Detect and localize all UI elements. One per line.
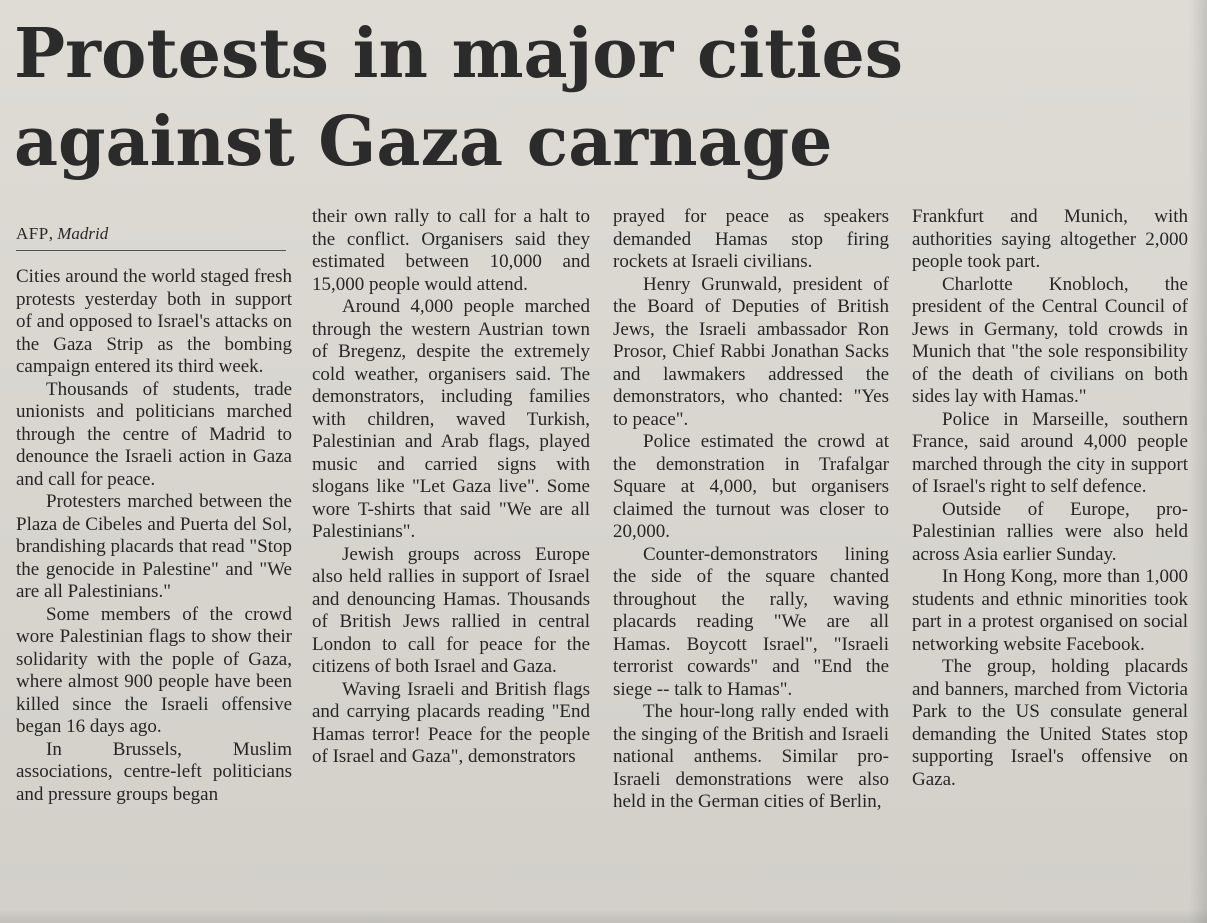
paragraph: Around 4,000 people marched through the western Austrian town of Bregenz, despite the extremely cold weather, organisers said. The demonstrators, including families with children, waved Turkish, Palestinian and Arab flags, played music and carried signs with slogans like "Let Gaza live". Some wore T-shirts that said "We are all Palestinians". xyxy=(312,296,590,542)
paragraph: Jewish groups across Europe also held rallies in support of Israel and denouncing Hamas. Thousands of British Jews rallied in central London to call for peace for the citizens of both Israel and Gaza. xyxy=(312,543,590,677)
paragraph: In Hong Kong, more than 1,000 students and ethnic minorities took part in a protest organised on social networking website Facebook. xyxy=(912,566,1188,655)
headline xyxy=(14,10,1184,186)
paragraph: Police estimated the crowd at the demonstration in Trafalgar Square at 4,000, but organisers claimed the turnout was closer to 20,000. xyxy=(613,431,889,542)
column-4 xyxy=(912,206,1188,791)
byline xyxy=(16,224,286,251)
paragraph: Outside of Europe, pro-Palestinian rallies were also held across Asia earlier Sunday. xyxy=(912,498,1188,565)
byline-place: Madrid xyxy=(57,224,109,243)
byline-separator: , xyxy=(48,224,58,243)
paragraph: Counter-demonstrators lining the side of the square chanted throughout the rally, waving placards reading "We are all Hamas. Boycott Israel", "Israeli terrorist cowards" and "End the siege -- talk to Hamas". xyxy=(613,543,889,700)
paragraph: Thousands of students, trade unionists and politicians marched through the centre of Madrid to denounce the Israeli action in Gaza and call for peace. xyxy=(16,378,292,490)
page-bottom-shadow xyxy=(0,909,1207,923)
page-edge-shadow xyxy=(1189,0,1207,923)
paragraph: Some members of the crowd wore Palestinian flags to show their solidarity with the pople of Gaza, where almost 900 people have been killed since the Israeli offensive began 16 days ago. xyxy=(16,603,292,737)
paragraph: Police in Marseille, southern France, said around 4,000 people marched through the city in support of Israel's right to self defence. xyxy=(912,408,1188,497)
headline-line-1: Protests in major cities xyxy=(14,14,904,94)
column-3 xyxy=(613,206,889,814)
paragraph: Frankfurt and Munich, with authorities saying altogether 2,000 people took part. xyxy=(912,206,1188,272)
paragraph: their own rally to call for a halt to the conflict. Organisers said they estimated between 10,000 and 15,000 people would attend. xyxy=(312,206,590,295)
paragraph: Charlotte Knobloch, the president of the Central Council of Jews in Germany, told crowds in Munich that "the sole responsibility of the death of civilians on both sides lay with Hamas." xyxy=(912,273,1188,407)
paragraph: Henry Grunwald, president of the Board of Deputies of British Jews, the Israeli ambassador Ron Prosor, Chief Rabbi Jonathan Sacks and lawmakers addressed the demonstrators, who chanted: "Yes to peace". xyxy=(613,273,889,430)
headline-line-2: against Gaza carnage xyxy=(14,102,833,182)
paragraph: Waving Israeli and British flags and carrying placards reading "End Hamas terror! Peace for the people of Israel and Gaza", demonstrators xyxy=(312,678,590,767)
column-2 xyxy=(312,206,590,769)
paragraph: Cities around the world staged fresh protests yesterday both in support of and opposed to Israel's attacks on the Gaza Strip as the bombing campaign entered its third week. xyxy=(16,266,292,377)
byline-agency: AFP xyxy=(16,224,49,243)
column-1 xyxy=(16,266,292,806)
paragraph: In Brussels, Muslim associations, centre-left politicians and pressure groups began xyxy=(16,738,292,805)
paragraph: The group, holding placards and banners, marched from Victoria Park to the US consulate general demanding the United States stop supporting Israel's offensive on Gaza. xyxy=(912,656,1188,790)
paragraph: prayed for peace as speakers demanded Hamas stop firing rockets at Israeli civilians. xyxy=(613,206,889,272)
paragraph: Protesters marched between the Plaza de Cibeles and Puerta del Sol, brandishing placards that read "Stop the genocide in Palestine" and "We are all Palestinians." xyxy=(16,491,292,602)
paragraph: The hour-long rally ended with the singing of the British and Israeli national anthems. Similar pro-Israeli demonstrations were also held in the German cities of Berlin, xyxy=(613,701,889,812)
